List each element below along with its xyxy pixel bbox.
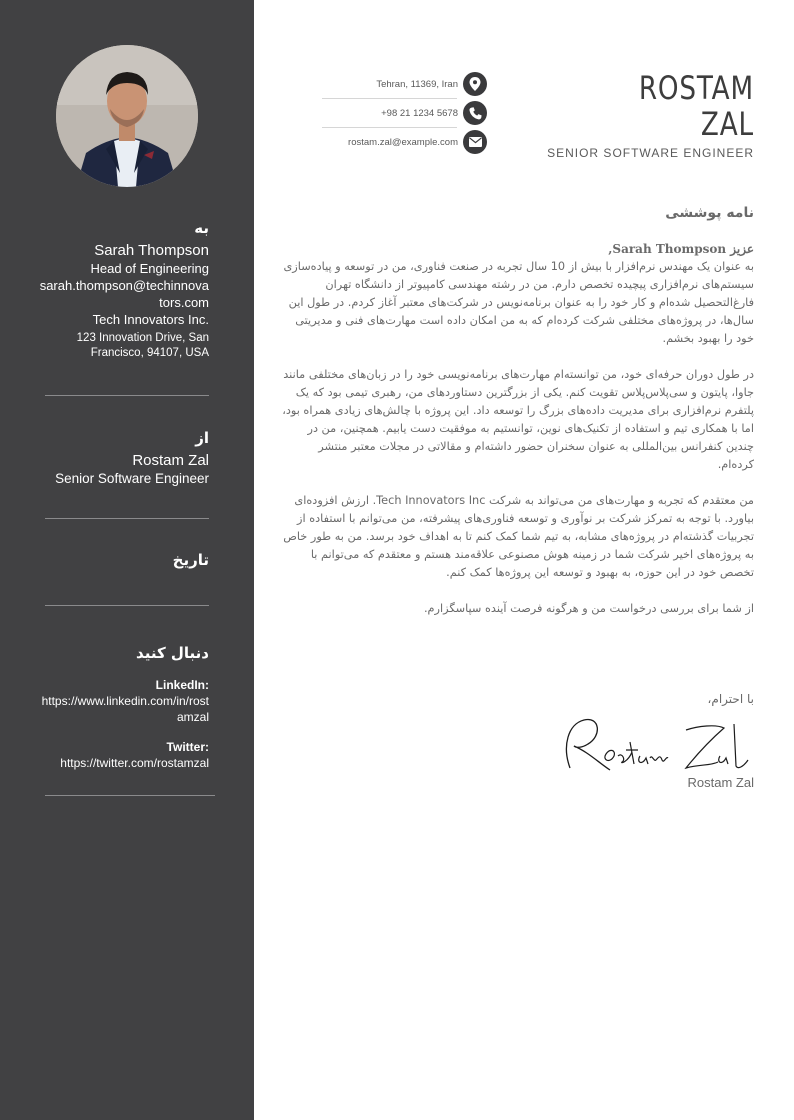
linkedin-link[interactable]: https://www.linkedin.com/in/rostamzal	[41, 694, 209, 724]
body-paragraph: به عنوان یک مهندس نرم‌افزار با بیش از 10 سال تجربه در صنعت فناوری، من در توسعه و پیاده‌سازی سیستم‌های نرم‌افزاری پیچیده تخصص دارم. من در رشته مهندسی کامپیوتر از دانشگاه تهران فارغ‌التحصیل شده‌ام و کار خود را به عنوان برنامه‌نویس در شرکت‌های معتبر آغاز کردم. در طول این سال‌ها، در پروژه‌های مختلفی شرکت کرده‌ام که به من امکان داده است مهارت‌های فنی و مدیریتی خود را بهبود بخشم.	[283, 260, 754, 345]
body-paragraph: از شما برای بررسی درخواست من و هرگونه فرصت آینده سپاسگزارم.	[423, 602, 754, 615]
date-heading: تاریخ	[172, 551, 209, 569]
location-pin-icon	[463, 72, 487, 96]
recipient-title: Head of Engineering	[90, 261, 209, 276]
recipient-address: 123 Innovation Drive, San Francisco, 94107, USA	[76, 332, 209, 359]
sender-name: Rostam Zal	[132, 452, 209, 469]
contact-divider	[322, 127, 457, 128]
envelope-icon	[463, 130, 487, 154]
letter-body	[282, 242, 754, 618]
sender-section	[39, 428, 209, 487]
body-paragraph: در طول دوران حرفه‌ای خود، من توانسته‌ام مهارت‌های برنامه‌نویسی خود را در زبان‌های مختلفی مانند جاوا، پایتون و سی‌پلاس‌پلاس تقویت کنم. یکی از بزرگترین دستاوردهای من، رهبری تیمی بود که یک پلتفرم نرم‌افزاری برای مدیریت داده‌های بزرگ را توسعه داد. این پروژه با چالش‌های زیادی همراه بود، اما با همکاری تیم و استفاده از تکنیک‌های نوین، توانستیم به موفقیت دست یابیم. همچنین، من در چندین کنفرانس بین‌المللی به عنوان سخنران حضور داشته‌ام و مقالاتی در مجلات معتبر منتشر کرده‌ام.	[282, 368, 754, 471]
sender-heading: از	[195, 429, 209, 447]
sidebar-divider	[45, 605, 209, 606]
first-name: ROSTAM	[638, 69, 754, 107]
recipient-email[interactable]: sarah.thompson@techinnovators.com	[39, 278, 209, 310]
sidebar	[0, 0, 254, 1120]
date-section	[39, 550, 209, 570]
name-block	[547, 70, 754, 160]
recipient-name: Sarah Thompson	[94, 242, 209, 259]
job-title: SENIOR SOFTWARE ENGINEER	[547, 146, 754, 160]
salutation: عزیز Sarah Thompson,	[608, 242, 754, 256]
contact-divider	[322, 98, 457, 99]
closing-block	[282, 692, 754, 706]
recipient-company: Tech Innovators Inc.	[92, 312, 209, 327]
signature-name-block	[282, 775, 754, 790]
letter-title: نامه پوششی	[665, 205, 754, 221]
twitter-label: Twitter:	[166, 740, 209, 754]
profile-photo	[56, 45, 198, 187]
contact-address	[322, 71, 487, 97]
sidebar-divider	[45, 795, 215, 796]
phone-icon	[463, 101, 487, 125]
address-text: Tehran, 11369, Iran	[376, 78, 458, 90]
closing-text: با احترام،	[707, 692, 754, 706]
contact-email	[322, 129, 487, 155]
letter-title-block	[282, 205, 754, 221]
recipient-heading: به	[194, 219, 209, 237]
phone-text[interactable]: +98 21 1234 5678	[381, 107, 458, 119]
email-text[interactable]: rostam.zal@example.com	[348, 136, 458, 148]
follow-heading: دنبال کنید	[136, 644, 209, 662]
last-name: ZAL	[700, 105, 754, 143]
body-paragraph: من معتقدم که تجربه و مهارت‌های من می‌تواند به شرکت Tech Innovators Inc. ارزش افزوده‌ای بیاورد. با توجه به تمرکز شرکت بر نوآوری و توسعه فناوری‌های پیشرفته، من می‌توانم با استفاده از تجربیات گذشته‌ام در پروژه‌های مشابه، به تیم شما کمک کنم تا به اهداف خود برسد. من به طور خاص به پروژه‌های اخیر شرکت شما در زمینه هوش مصنوعی علاقه‌مند هستم و معتقدم که می‌توانم با تخصص خود در این حوزه، به بهبود و توسعه این پروژه‌ها کمک کنم.	[283, 494, 754, 579]
handwritten-signature	[558, 706, 758, 786]
sender-title: Senior Software Engineer	[55, 471, 209, 486]
linkedin-label: LinkedIn:	[155, 678, 209, 692]
contact-phone	[322, 100, 487, 126]
recipient-section	[39, 218, 209, 361]
twitter-link[interactable]: https://twitter.com/rostamzal	[60, 756, 209, 770]
follow-section	[39, 643, 209, 771]
signature-name: Rostam Zal	[687, 775, 754, 790]
sidebar-divider	[45, 518, 209, 519]
sidebar-divider	[45, 395, 209, 396]
